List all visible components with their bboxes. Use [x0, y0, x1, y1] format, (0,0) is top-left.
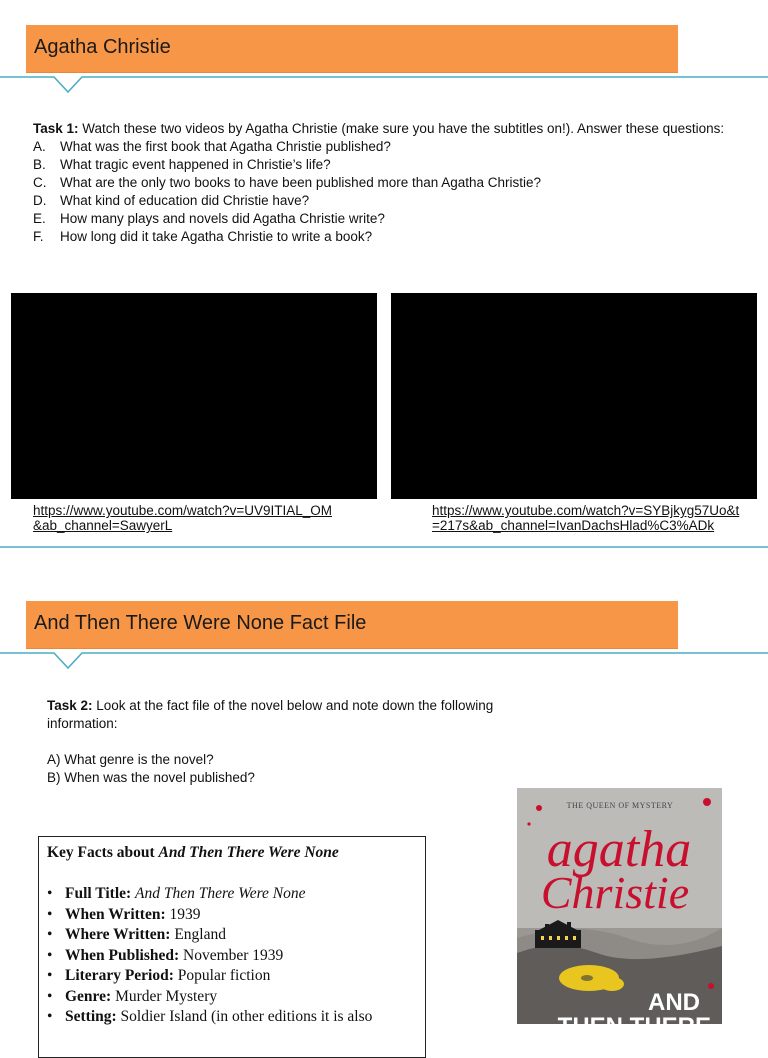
cover-author-line2: Christie: [540, 867, 690, 918]
key-facts-box: [38, 836, 426, 1058]
task-1-text: Watch these two videos by Agatha Christie (make sure you have the subtitles on!). Answer these questions:: [78, 121, 725, 136]
list-item: • Literary Period: Popular fiction: [47, 966, 372, 987]
task-2-label: Task 2:: [47, 698, 93, 713]
list-item: • Where Written: England: [47, 925, 372, 946]
task-2: [47, 697, 567, 787]
task-2-text: Look at the fact file of the novel below and note down the following information:: [47, 698, 494, 731]
list-item: F. How long did it take Agatha Christie to write a book?: [33, 229, 373, 244]
list-item: • When Published: November 1939: [47, 946, 372, 967]
section-divider-2: [0, 646, 768, 670]
video-link-2[interactable]: https://www.youtube.com/watch?v=SYBjkyg57Uo&t=217s&ab_channel=IvanDachsHlad%C3%ADk: [432, 503, 740, 533]
list-item: D. What kind of education did Christie have?: [33, 193, 310, 208]
cover-tagline: THE QUEEN OF MYSTERY: [566, 801, 674, 810]
list-item: • Setting: Soldier Island (in other editions it is also: [47, 1007, 372, 1028]
key-facts-list: [47, 884, 372, 1028]
list-item: • Full Title: And Then There Were None: [47, 884, 372, 905]
cover-title-line1: AND: [648, 989, 700, 1016]
key-facts-heading: Key Facts about And Then There Were None: [47, 844, 339, 861]
list-item: A. What was the first book that Agatha Christie published?: [33, 139, 391, 154]
task-1-questions: [33, 138, 743, 246]
cover-title-line2: THEN THERE: [557, 1013, 711, 1040]
task-2-question-b: B) When was the novel published?: [47, 770, 255, 785]
section-2-title: And Then There Were None Fact File: [34, 612, 367, 634]
task-1: [33, 120, 743, 246]
list-item: C. What are the only two books to have been published more than Agatha Christie?: [33, 175, 542, 190]
list-item: E. How many plays and novels did Agatha Christie write?: [33, 211, 385, 226]
section-1-bottom-rule: [0, 545, 768, 549]
section-1-banner: [26, 25, 678, 73]
video-link-1[interactable]: https://www.youtube.com/watch?v=UV9ITIAL_OM&ab_channel=SawyerL: [33, 503, 333, 533]
video-embed-2[interactable]: [391, 293, 757, 499]
section-divider-1: [0, 70, 768, 94]
video-embed-1[interactable]: [11, 293, 377, 499]
task-1-label: Task 1:: [33, 121, 79, 136]
list-item: • When Written: 1939: [47, 905, 372, 926]
task-1-instructions: [33, 120, 743, 138]
book-cover-art: [517, 788, 722, 1040]
list-item: B. What tragic event happened in Christie’s life?: [33, 157, 331, 172]
cover-author-line1: agatha: [546, 821, 692, 878]
section-1-title: Agatha Christie: [34, 36, 171, 58]
task-2-instructions: [47, 697, 567, 733]
section-2-banner: [26, 601, 678, 649]
list-item: • Genre: Murder Mystery: [47, 987, 372, 1008]
task-2-question-a: A) What genre is the novel?: [47, 752, 214, 767]
book-cover-image: [517, 788, 722, 1040]
